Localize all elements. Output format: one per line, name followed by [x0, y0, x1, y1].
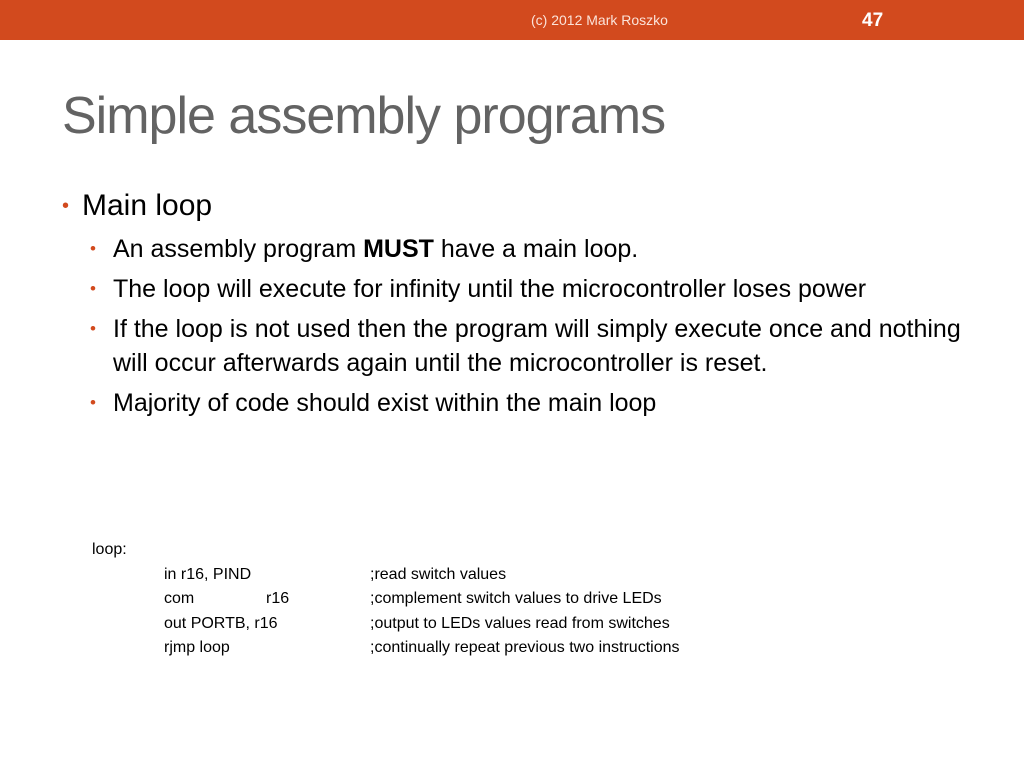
- bullet-text: The loop will execute for infinity until the microcontroller loses power: [113, 275, 867, 303]
- code-instruction: in r16, PIND: [164, 565, 252, 583]
- code-line: [92, 612, 670, 637]
- code-instruction: out PORTB, r16: [164, 614, 278, 632]
- slide-title: Simple assembly programs: [62, 87, 666, 145]
- bullet-dot-icon: •: [90, 393, 96, 412]
- bullet-text: If the loop is not used then the program will simply execute once and nothing will occur afterwards again until the microcontroller is reset.: [113, 315, 961, 377]
- sub-bullet-infinity: [90, 272, 962, 306]
- code-operand: r16: [266, 590, 290, 607]
- bullet-text: Main loop: [82, 189, 213, 222]
- code-instruction: com: [164, 590, 195, 607]
- code-instruction: rjmp loop: [164, 639, 230, 656]
- bullet-dot-icon: •: [90, 239, 96, 258]
- code-comment: ;output to LEDs values read from switches: [370, 614, 670, 632]
- code-line: [92, 636, 680, 661]
- header-bar: [0, 0, 1024, 40]
- bullet-list: [62, 186, 962, 420]
- sub-bullet-majority-code: [90, 386, 962, 420]
- code-label: loop:: [92, 541, 127, 558]
- bullet-dot-icon: •: [90, 279, 96, 298]
- bullet-dot-icon: •: [62, 195, 70, 217]
- bullet-text-part: An assembly program: [113, 235, 364, 263]
- code-comment: ;complement switch values to drive LEDs: [370, 590, 662, 607]
- bullet-text-part: have a main loop.: [433, 235, 639, 263]
- bullet-text: [113, 232, 962, 266]
- code-line: [92, 587, 662, 612]
- code-comment: ;read switch values: [370, 565, 507, 583]
- sub-bullet-execute-once: [90, 312, 962, 380]
- bullet-main-loop: [62, 186, 962, 226]
- code-block: [92, 538, 680, 661]
- slide-number: 47: [862, 10, 884, 31]
- emphasis-text: MUST: [363, 235, 434, 263]
- code-comment: ;continually repeat previous two instructions: [370, 639, 680, 656]
- bullet-text: Majority of code should exist within the main loop: [113, 389, 657, 417]
- sub-bullet-must-have-loop: [90, 232, 962, 266]
- copyright-text: (c) 2012 Mark Roszko: [531, 12, 668, 28]
- bullet-dot-icon: •: [90, 319, 96, 338]
- code-line: [92, 563, 507, 588]
